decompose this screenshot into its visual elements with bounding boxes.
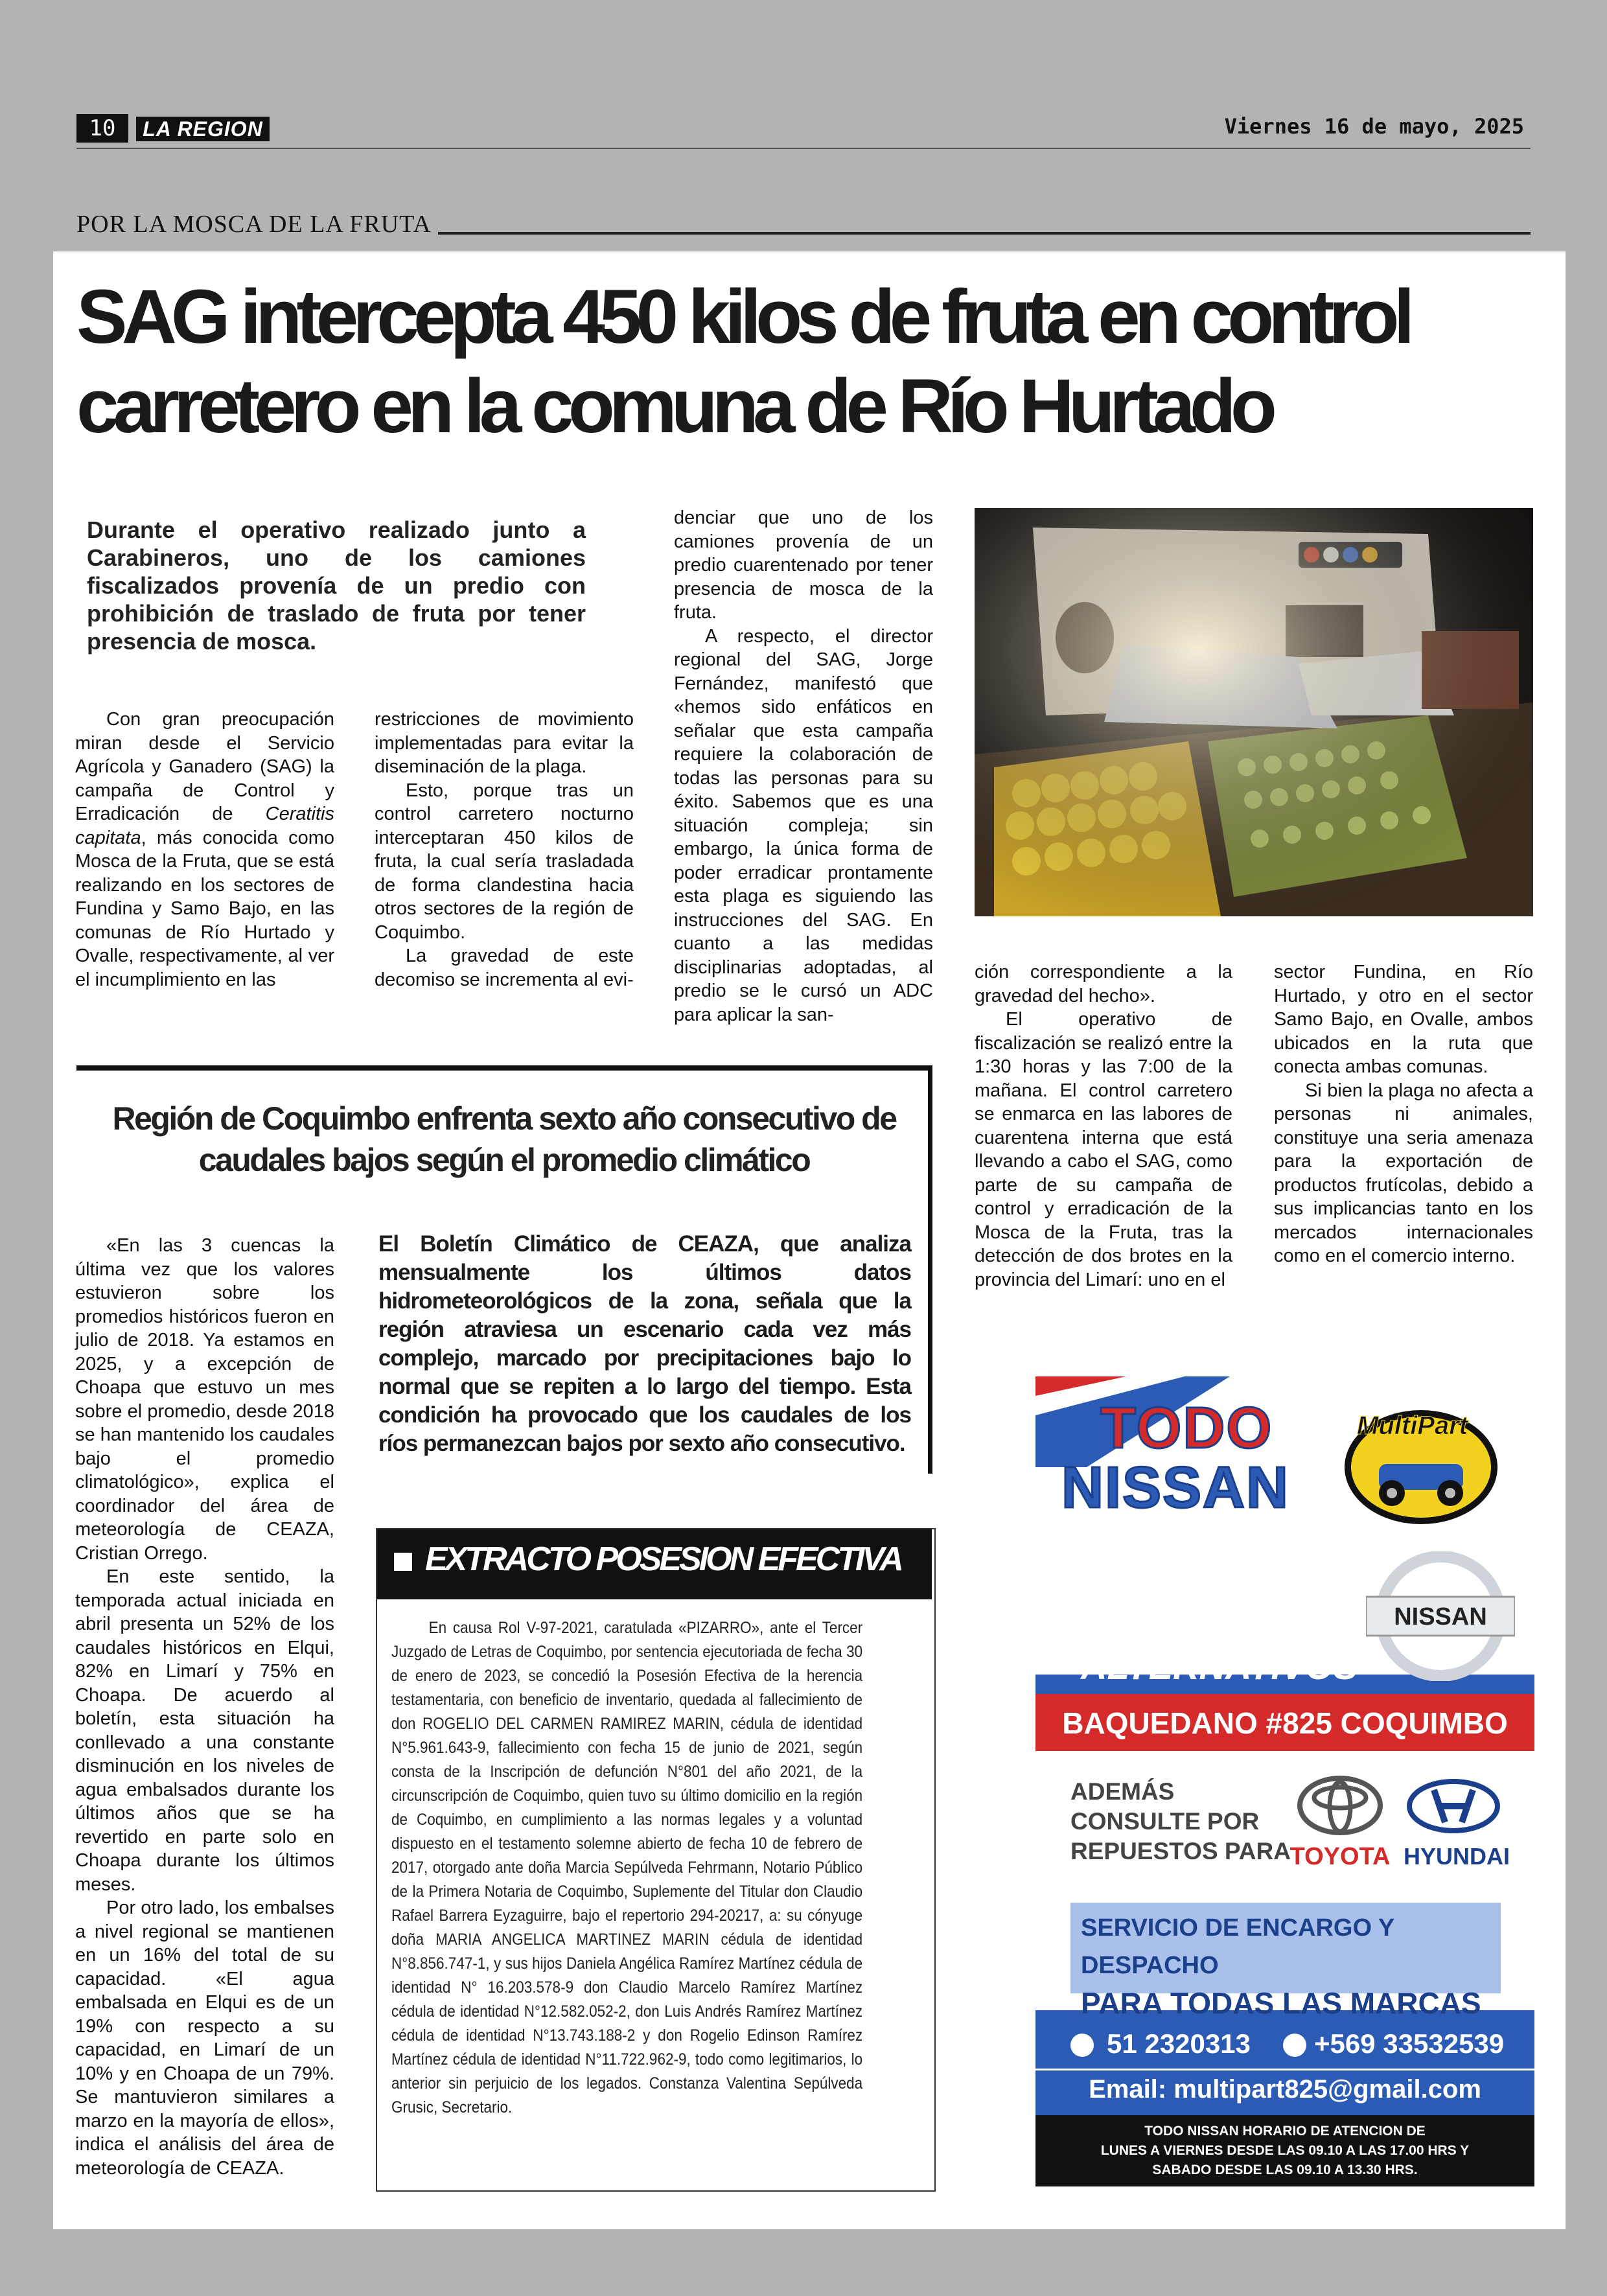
ad-offer [1081,1550,1358,1690]
ad-address: BAQUEDANO #825 COQUIMBO [1062,1706,1508,1740]
article-column-1 [75,708,334,991]
article-paragraph: Esto, porque tras un control carretero nocturno interceptaran 450 kilos de fruta, la cual sería trasladada de forma clandestina hacia otros sectores de la región de Coquimbo. [375,780,634,943]
article-column-4 [975,960,1232,1292]
article-lead: Durante el operativo realizado junto a Carabineros, uno de los camiones fiscalizados provenía de un predio con prohibición de traslado de fruta por tener presencia de mosca. [87,516,586,655]
article-column-3 [674,506,933,1026]
whatsapp-icon [1283,2034,1306,2057]
toyota-label: TOYOTA [1289,1843,1391,1870]
article-paragraph: restricciones de movimiento implementadas para evitar la diseminación de la plaga. [375,709,634,777]
section-title: POR LA MOSCA DE LA FRUTA [76,211,432,238]
article-paragraph: Por otro lado, los embalses a nivel regional se mantienen en un 16% del total de su capacidad. «El agua embalsada en Elqui es de un 19% con respecto a su capacidad, en Limarí de un 10% y en Choapa de un 79%. Se mantuvieron similares a marzo en la mayoría de ellos», indica el análisis del área de meteorología de CEAZA. [75,1897,334,2179]
ad-also-line: REPUESTOS PARA [1070,1838,1291,1864]
ad-brand-line1: TODO [1100,1396,1273,1461]
ad-offer-line: ALTERNATIVOS [1081,1646,1358,1687]
legal-notice-text: En causa Rol V-97-2021, caratulada «PIZARRO», ante el Tercer Juzgado de Letras de Coquimbo, por sentencia ejecutoriada de fecha 30 de enero de 2023, se concedió la Posesión Efectiva de la herencia testamentaria, con beneficio de inventario, quedada al fallecimiento de don ROGELIO DEL CARMEN RAMIREZ MARIN, cédula de identidad N°5.961.643-9, fallecimiento con fecha 15 de junio de 2021, según consta de la Inscripción de defunción N°801 del año 2021, de la circunscripción de Coquimbo, quien tuvo su último domicilio en la región de Coquimbo, en cumplimiento a las normas legales y a voluntad dispuesto en el testamento solemne abierto de fecha 10 de febrero de 2017, otorgado ante doña Marcia Sepúlveda Fehrmann, Notario Público de la Primera Notaria de Coquimbo, Suplemente del Titular don Claudio Rafael Barrera Eyzaguirre, bajo el repertorio 294-20217, a: su cónyuge doña MARIA ANGELICA MARTINEZ MARIN cédula de identidad N°8.856.747-1, y sus hijos Daniela Angélica Ramírez Martínez cédula de identidad N° 16.203.578-9 don Claudio Marcelo Ramírez Martínez cédula de identidad N°12.582.052-2, don Luis Andrés Ramírez Martínez cédula de identidad N°13.743.188-2 y don Rogelio Edinson Ramírez Martínez cédula de identidad N°11.722.962-9, todo como legitimarios, lo anterior sin perjuicio de los legados. Constanza Valentina Sepúlveda Grusic, Secretario. [391,1619,863,2116]
ad-hours-line: LUNES A VIERNES DESDE LAS 09.10 A LAS 17.00 HRS Y [1100,2143,1470,2158]
ad-hours-line: SABADO DESDE LAS 09.10 A 13.30 HRS. [1152,2163,1418,2177]
article2-body [75,1234,334,2180]
page-number: 10 [76,114,128,143]
multipart-logo [1340,1396,1502,1525]
hyundai-label: HYUNDAI [1403,1843,1510,1870]
article-paragraph: ción correspondiente a la gravedad del hecho». [975,962,1232,1006]
article-column-5 [1274,960,1533,1268]
article-paragraph: denciar que uno de los camiones provenía de un predio cuarentenado por tener presencia de mosca de la fruta. [674,507,933,623]
nissan-badge-text: NISSAN [1394,1603,1487,1630]
ad-phone: 51 2320313 [1107,2028,1251,2059]
header-rule [76,148,1531,149]
article-photo [975,508,1533,916]
gear-icon [1050,1559,1072,1581]
logo-text: MultiPart [1357,1411,1468,1440]
article-paragraph: A respecto, el director regional del SAG, Jorge Fernández, manifestó que «hemos sido enfáticos en señalar que esta campaña requiere la colaboración de todas las personas para su éxito. Sabemos que es una situación compleja; sin embargo, la única forma de poder erradicar prontamente esta plaga es siguiendo las instrucciones del SAG. En cuanto a las medidas disciplinarias adoptadas, al predio se le cursó un ADC para aplicar la san- [674,625,933,1025]
article-column-2 [375,708,634,991]
issue-date: Viernes 16 de mayo, 2025 [1224,114,1524,139]
article-paragraph: Con gran preocupación miran desde el Servicio Agrícola y Ganadero (SAG) la campaña de Control y Erradicación de Ceratitis capitata, más conocida como Mosca de la Fruta, que se está realizando en los sectores de Fundina y Samo Bajo, en las comunas de Río Hurtado y Ovalle, respectivamente, al ver el incumplimiento en las [75,709,334,990]
article-paragraph: Si bien la plaga no afecta a personas ni animales, constituye una seria amenaza para la exportación de productos frutícolas, debido a sus implicancias tanto en los mercados internacionales como en el comercio interno. [1274,1080,1533,1266]
box-top-rule [76,1065,932,1071]
ad-brand-line2: NISSAN [1061,1455,1290,1520]
article-headline: SAG intercepta 450 kilos de fruta en control carretero en la comuna de Río Hurtado [76,274,1409,449]
ad-hours [1035,2122,1534,2180]
ad-hours-line: TODO NISSAN HORARIO DE ATENCION DE [1144,2124,1426,2139]
fruit-truck-illustration [975,508,1533,916]
ad-service-line: SERVICIO DE ENCARGO Y DESPACHO [1081,1914,1394,1979]
article-paragraph: sector Fundina, en Río Hurtado, y otro en el sector Samo Bajo, en Ovalle, ambos ubicados en la ruta que conecta ambas comunas. [1274,962,1533,1077]
ad-also [1070,1777,1291,1866]
ad-whatsapp: +569 33532539 [1314,2028,1505,2059]
ad-offer-line: REPUESTOS [1081,1553,1304,1594]
ad-offer-line: ORIGINALES Y [1081,1599,1341,1640]
section-rule [438,232,1531,235]
article-paragraph: El operativo de fiscalización se realizó entre la 1:30 horas y las 7:00 de la mañana. El control carretero se enmarca en las labores de cuarentena interna que está llevando a cabo el SAG, como parte de su campaña de control y erradicación de la Mosca de la Fruta, tras la detección de dos brotes en la provincia del Limarí: uno en el [975,1009,1232,1290]
toyota-emblem-icon [1295,1773,1385,1838]
ad-also-line: ADEMÁS [1070,1778,1175,1805]
ad-service-line: PARA TODAS LAS MARCAS [1081,1986,1481,2020]
ad-service [1081,1909,1534,2022]
article-paragraph: En este sentido, la temporada actual iniciada en abril presenta un 52% de los caudales históricos en Elqui, 82% en Limarí y 75% en Choapa. De acuerdo al boletín, esta situación ha conllevado a una constante disminución en los niveles de agua embalsados durante los últimos años que se ha revertido en parte solo en Choapa durante los últimos meses. [75,1566,334,1895]
article2-headline: Región de Coquimbo enfrenta sexto año consecutivo de caudales bajos según el promedio climático [112,1100,896,1178]
ad-divider [1035,2069,1534,2070]
ad-email: Email: multipart825@gmail.com [1089,2075,1481,2104]
advertisement [1035,1376,1534,2186]
phone-icon [1070,2034,1094,2057]
square-bullet-icon [394,1553,412,1571]
ad-also-line: CONSULTE POR [1070,1808,1260,1835]
article-paragraph: La gravedad de este decomiso se incrementa al evi- [375,945,634,990]
hyundai-emblem-icon [1405,1777,1502,1835]
legal-notice-body [391,1616,862,2120]
article-paragraph: «En las 3 cuencas la última vez que los valores estuvieron sobre los promedios históricos fueron en julio de 2018. Ya estamos en 2025, y a excepción de Choapa que estuvo un mes sobre el promedio, desde 2018 se han mantenido los caudales bajo el promedio climatológico», explica el coordinador del área de meteorología de CEAZA, Cristian Orrego. [75,1235,334,1564]
legal-notice-title: EXTRACTO POSESION EFECTIVA [425,1540,901,1578]
article2-lead: El Boletín Climático de CEAZA, que analiza mensualmente los últimos datos hidrometeorológicos de la zona, señala que la región atraviesa un escenario cada vez más complejo, marcado por precipitaciones bajo lo normal que se repiten a lo largo del tiempo. Esta condición ha provocado que los caudales de los ríos permanezcan bajos por sexto año consecutivo. [378,1231,911,1456]
newspaper-name: LA REGION [136,117,270,141]
nissan-logo [1366,1551,1515,1681]
